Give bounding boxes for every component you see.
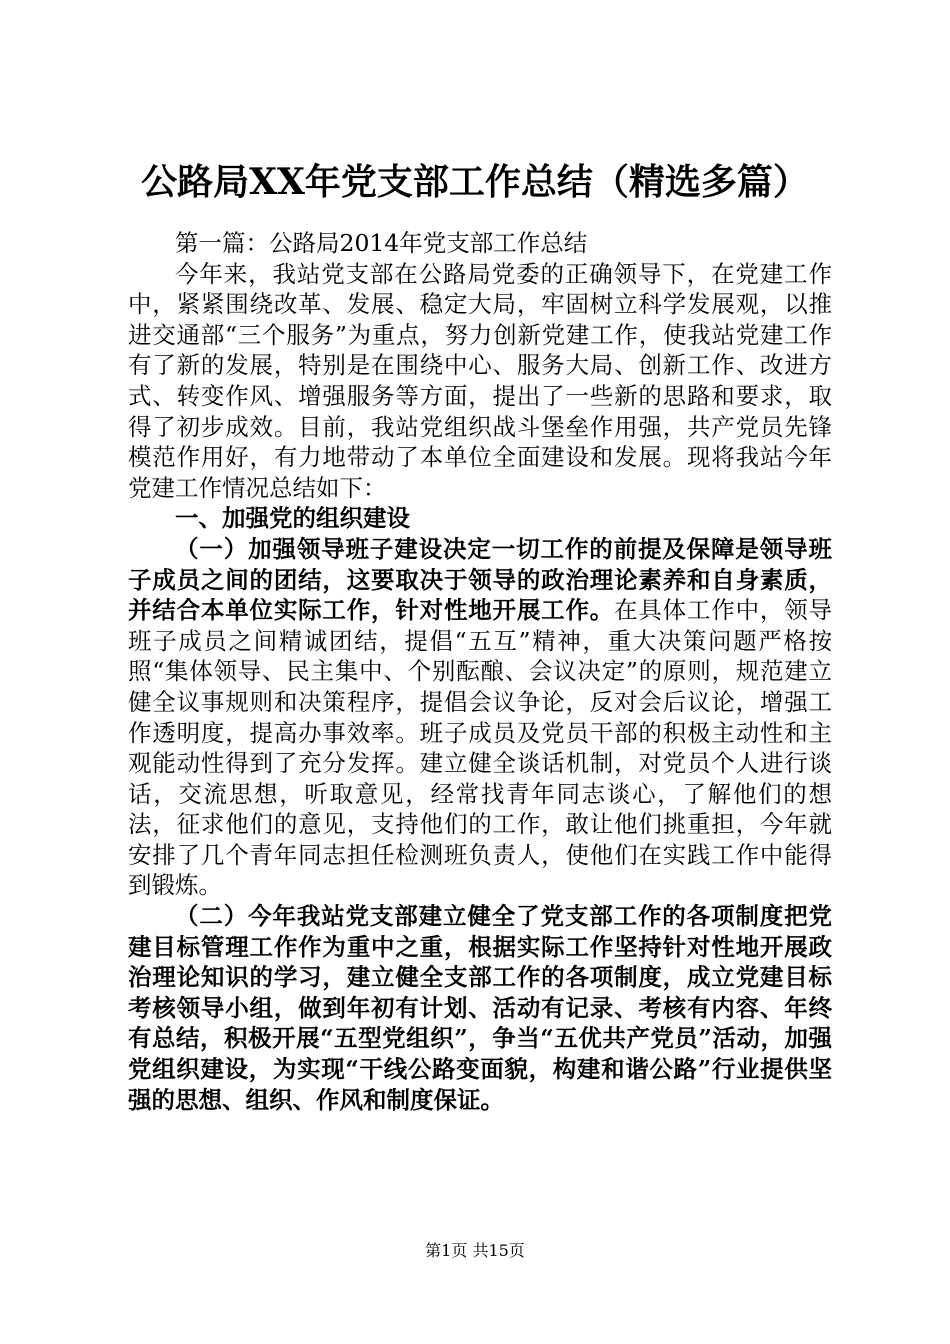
intro-paragraph: 今年来，我站党支部在公路局党委的正确领导下，在党建工作中，紧紧围绕改革、发展、稳定大局，牢固树立科学发展观，以推进交通部“三个服务”为重点，努力创新党建工作，使我站党建工作有了新的发展，特别是在围绕中心、服务大局、创新工作、改进方式、转变作风、增强服务等方面，提出了一些新的思路和要求，取得了初步成效。目前，我站党组织战斗堡垒作用强，共产党员先锋模范作用好，有力地带动了本单位全面建设和发展。现将我站今年党建工作情况总结如下：: [128, 259, 832, 502]
subtitle: 第一篇：公路局2014年党支部工作总结: [175, 229, 588, 257]
document-body: [128, 228, 832, 1115]
paragraph-2: （二）今年我站党支部建立健全了党支部工作的各项制度把党建目标管理工作作为重中之重，根据实际工作坚持针对性地开展政治理论知识的学习，建立健全支部工作的各项制度，成立党建目标考核领导小组，做到年初有计划、活动有记录、考核有内容、年终有总结，积极开展“五型党组织”，争当“五优共产党员”活动，加强党组织建设，为实现“干线公路变面貌，构建和谐公路”行业提供坚强的思想、组织、作风和制度保证。: [128, 902, 832, 1114]
section-heading: 一、加强党的组织建设: [175, 504, 410, 533]
paragraph-1-body: 在具体工作中，领导班子成员之间精诚团结，提倡“五互”精神，重大决策问题严格按照“集体领导、民主集中、个别酝酿、会议决定”的原则，规范建立健全议事规则和决策程序，提倡会议争论，反对会后议论，增强工作透明度，提高办事效率。班子成员及党员干部的积极主动性和主观能动性得到了充分发挥。建立健全谈话机制，对党员个人进行谈话，交流思想，听取意见，经常找青年同志谈心，了解他们的想法，征求他们的意见，支持他们的工作，敢让他们挑重担，今年就安排了几个青年同志担任检测班负责人，使他们在实践工作中能得到锻炼。: [128, 596, 833, 900]
paragraph-1: [128, 534, 832, 901]
page-footer: 第1页 共15页: [425, 1241, 525, 1260]
document-title: 公路局XX年党支部工作总结（精选多篇）: [141, 161, 809, 203]
paragraph-1-lead: （一）加强领导班子建设决定一切工作的前提及保障是领导班子成员之间的团结，这要取决于领导的政治理论素养和自身素质，并结合本单位实际工作，针对性地开展工作。: [128, 534, 832, 625]
